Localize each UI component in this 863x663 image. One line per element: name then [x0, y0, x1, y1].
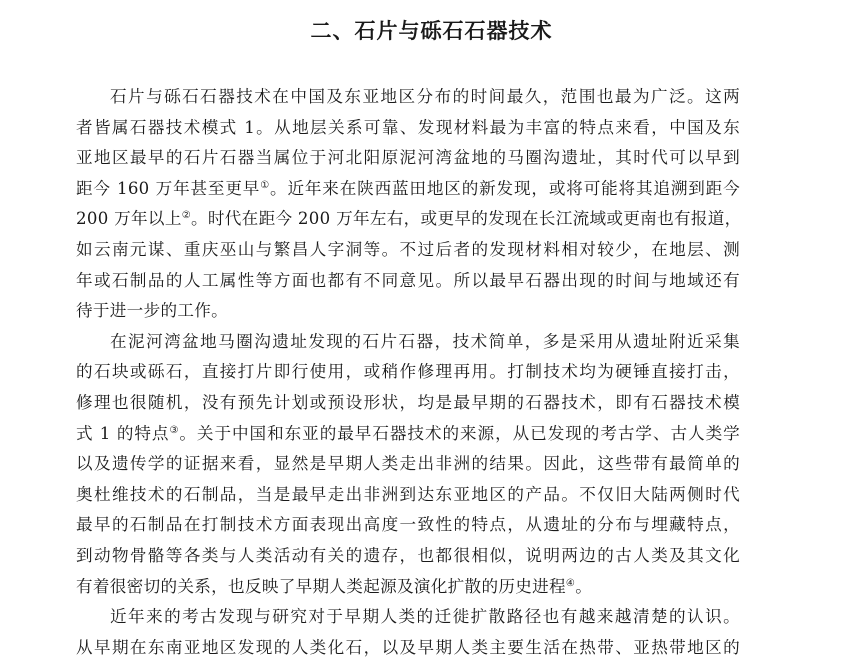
text-line: 者皆属石器技术模式 1。从地层关系可靠、发现材料最为丰富的特点来看，中国及东 — [76, 117, 740, 137]
text-line: 奥杜维技术的石制品，当是最早走出非洲到达东亚地区的产品。不仅旧大陆两侧时代 — [76, 484, 740, 504]
text-line: 以及遗传学的证据来看，显然是早期人类走出非洲的结果。因此，这些带有最简单的 — [76, 454, 740, 474]
text-line: 有着很密切的关系，也反映了早期人类起源及演化扩散的历史进程④。 — [76, 576, 593, 596]
text-line: 亚地区最早的石片石器当属位于河北阳原泥河湾盆地的马圈沟遗址，其时代可以早到 — [76, 148, 740, 168]
text-line: 在泥河湾盆地马圈沟遗址发现的石片石器，技术简单，多是采用从遗址附近采集 — [110, 331, 740, 351]
section-heading: 二、石片与砾石石器技术 — [310, 19, 553, 43]
text-line: 的石块或砾石，直接打片即行使用，或稍作修理再用。打制技术均为硬锤直接打击， — [76, 362, 740, 382]
text-line: 200 万年以上②。时代在距今 200 万年左右，或更早的发现在长江流域或更南也有报道， — [76, 209, 742, 229]
footnote-marker[interactable]: ④ — [565, 577, 576, 589]
footnote-marker[interactable]: ③ — [169, 424, 180, 436]
footnote-marker[interactable]: ① — [260, 179, 271, 191]
text-line: 从早期在东南亚地区发现的人类化石，以及早期人类主要生活在热带、亚热带地区的 — [76, 637, 740, 657]
text-line: 修理也很随机，没有预先计划或预设形状，均是最早期的石器技术，即有石器技术模 — [76, 392, 740, 412]
text-line: 如云南元谋、重庆巫山与繁昌人字洞等。不过后者的发现材料相对较少，在地层、测 — [76, 239, 740, 259]
text-line: 近年来的考古发现与研究对于早期人类的迁徙扩散路径也有越来越清楚的认识。 — [110, 607, 740, 627]
text-line: 到动物骨骼等各类与人类活动有关的遗存，也都很相似，说明两边的古人类及其文化 — [76, 545, 740, 565]
text-line: 式 1 的特点③。关于中国和东亚的最早石器技术的来源，从已发现的考古学、古人类学 — [76, 423, 741, 443]
body-text — [76, 82, 740, 663]
text-line: 年或石制品的人工属性等方面也都有不同意见。所以最早石器出现的时间与地域还有 — [76, 270, 740, 290]
text-line: 石片与砾石石器技术在中国及东亚地区分布的时间最久，范围也最为广泛。这两 — [110, 87, 740, 106]
text-line: 最早的石制品在打制技术方面表现出高度一致性的特点，从遗址的分布与埋藏特点， — [76, 515, 740, 535]
text-line: 待于进一步的工作。 — [76, 301, 229, 321]
footnote-marker[interactable]: ② — [181, 210, 191, 222]
text-line: 距今 160 万年甚至更早①。近年来在陕西蓝田地区的新发现，或将可能将其追溯到距今 — [76, 178, 741, 198]
